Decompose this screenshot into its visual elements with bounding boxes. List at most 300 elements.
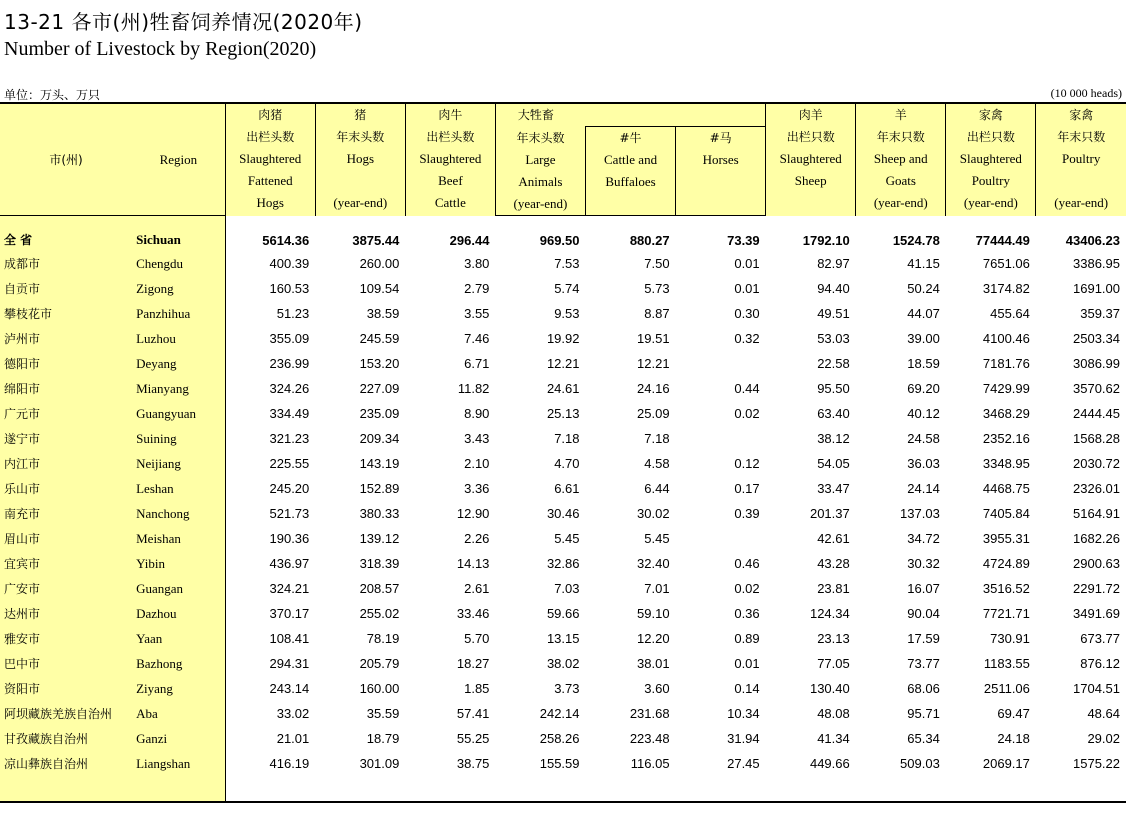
cell-slaughtered-sheep: 23.81 — [817, 581, 850, 596]
cell-sheep-goats: 509.03 — [900, 756, 940, 771]
region-name-cn: 全 省 — [0, 216, 132, 252]
region-name-en: Suining — [132, 426, 225, 451]
table-row — [0, 676, 1126, 701]
cell-cattle-buffaloes: 231.68 — [629, 706, 670, 721]
cell-slaughtered-beef-cattle: 2.61 — [464, 581, 490, 596]
cell-horses: 0.46 — [734, 556, 760, 571]
region-name-cn: 内江市 — [0, 451, 132, 476]
cell-poultry-year-end: 876.12 — [1080, 656, 1120, 671]
table-row — [0, 551, 1126, 576]
cell-slaughtered-hogs: 33.02 — [276, 706, 310, 721]
table-row — [0, 576, 1126, 601]
cell-large-animals: 969.50 — [539, 233, 580, 248]
cell-slaughtered-beef-cattle: 3.43 — [464, 431, 490, 446]
cell-hogs-year-end: 18.79 — [366, 731, 400, 746]
cell-hogs-year-end: 153.20 — [359, 356, 400, 371]
region-name-cn: 泸州市 — [0, 326, 132, 351]
cell-cattle-buffaloes: 5.73 — [644, 281, 670, 296]
table-title-cn: 13-21 各市(州)牲畜饲养情况(2020年) — [4, 10, 363, 34]
cell-large-animals: 24.61 — [546, 381, 580, 396]
cell-large-animals: 258.26 — [539, 731, 580, 746]
cell-hogs-year-end: 260.00 — [359, 256, 400, 271]
cell-slaughtered-beef-cattle: 33.46 — [456, 606, 490, 621]
cell-slaughtered-beef-cattle: 2.79 — [464, 281, 490, 296]
cell-slaughtered-hogs: 521.73 — [269, 506, 310, 521]
cell-slaughtered-hogs: 5614.36 — [262, 233, 310, 248]
table-footer-spacer — [0, 776, 1126, 802]
cell-slaughtered-hogs: 160.53 — [269, 281, 310, 296]
cell-slaughtered-beef-cattle: 296.44 — [449, 233, 490, 248]
header-large-animals-year-end: 年末头数 Large Animals (year-end) — [495, 127, 585, 216]
cell-slaughtered-hogs: 245.20 — [269, 481, 310, 496]
cell-cattle-buffaloes: 12.20 — [637, 631, 670, 646]
cell-cattle-buffaloes: 7.50 — [644, 256, 670, 271]
cell-slaughtered-sheep: 48.08 — [817, 706, 850, 721]
region-name-cn: 绵阳市 — [0, 376, 132, 401]
cell-hogs-year-end: 235.09 — [359, 406, 400, 421]
cell-poultry-year-end: 48.64 — [1087, 706, 1120, 721]
livestock-table — [0, 102, 1126, 803]
cell-large-animals: 7.18 — [554, 431, 580, 446]
cell-cattle-buffaloes: 38.01 — [637, 656, 670, 671]
cell-slaughtered-hogs: 370.17 — [269, 606, 310, 621]
cell-hogs-year-end: 78.19 — [366, 631, 400, 646]
cell-poultry-year-end: 1691.00 — [1073, 281, 1120, 296]
cell-slaughtered-beef-cattle: 3.36 — [464, 481, 490, 496]
cell-slaughtered-beef-cattle: 1.85 — [464, 681, 490, 696]
cell-poultry-year-end: 43406.23 — [1065, 233, 1120, 248]
cell-hogs-year-end: 227.09 — [359, 381, 400, 396]
region-name-cn: 自贡市 — [0, 276, 132, 301]
cell-hogs-year-end: 208.57 — [359, 581, 400, 596]
cell-cattle-buffaloes: 5.45 — [644, 531, 670, 546]
cell-horses: 0.89 — [734, 631, 760, 646]
table-row — [0, 251, 1126, 276]
region-name-cn: 凉山彝族自治州 — [0, 751, 132, 776]
header-slaughtered-sheep: 肉羊 出栏只数 Slaughtered Sheep — [766, 103, 856, 216]
cell-poultry-year-end: 359.37 — [1080, 306, 1120, 321]
cell-slaughtered-poultry: 455.64 — [990, 306, 1030, 321]
cell-slaughtered-poultry: 3348.95 — [982, 456, 1030, 471]
cell-horses: 0.12 — [734, 456, 760, 471]
cell-large-animals: 13.15 — [546, 631, 580, 646]
table-row — [0, 726, 1126, 751]
cell-large-animals: 30.46 — [546, 506, 580, 521]
cell-cattle-buffaloes: 25.09 — [637, 406, 670, 421]
region-name-en: Sichuan — [132, 216, 225, 252]
cell-cattle-buffaloes: 24.16 — [637, 381, 670, 396]
region-name-cn: 甘孜藏族自治州 — [0, 726, 132, 751]
cell-slaughtered-poultry: 69.47 — [997, 706, 1030, 721]
cell-hogs-year-end: 318.39 — [359, 556, 400, 571]
table-row — [0, 426, 1126, 451]
table-row — [0, 626, 1126, 651]
cell-horses: 0.01 — [734, 256, 760, 271]
cell-large-animals: 25.13 — [546, 406, 580, 421]
table-row — [0, 276, 1126, 301]
cell-slaughtered-beef-cattle: 2.10 — [464, 456, 490, 471]
cell-hogs-year-end: 152.89 — [359, 481, 400, 496]
cell-large-animals: 4.70 — [554, 456, 580, 471]
cell-sheep-goats: 17.59 — [907, 631, 940, 646]
table-row — [0, 526, 1126, 551]
region-name-cn: 广元市 — [0, 401, 132, 426]
cell-sheep-goats: 50.24 — [907, 281, 940, 296]
region-name-en: Bazhong — [132, 651, 225, 676]
header-cattle-buffaloes: #牛 Cattle and Buffaloes — [586, 127, 676, 216]
cell-slaughtered-sheep: 201.37 — [809, 506, 850, 521]
cell-large-animals: 5.74 — [554, 281, 580, 296]
cell-poultry-year-end: 2503.34 — [1073, 331, 1120, 346]
cell-slaughtered-sheep: 130.40 — [809, 681, 850, 696]
header-horses: #马 Horses — [676, 127, 766, 216]
region-name-cn: 眉山市 — [0, 526, 132, 551]
cell-slaughtered-beef-cattle: 11.82 — [457, 381, 490, 396]
cell-slaughtered-poultry: 730.91 — [990, 631, 1030, 646]
cell-slaughtered-beef-cattle: 3.55 — [464, 306, 490, 321]
cell-slaughtered-sheep: 77.05 — [817, 656, 850, 671]
cell-slaughtered-beef-cattle: 5.70 — [464, 631, 490, 646]
cell-large-animals: 32.86 — [546, 556, 580, 571]
cell-slaughtered-beef-cattle: 3.80 — [464, 256, 490, 271]
cell-cattle-buffaloes: 4.58 — [644, 456, 670, 471]
region-name-cn: 广安市 — [0, 576, 132, 601]
cell-cattle-buffaloes: 6.44 — [644, 481, 670, 496]
table-row — [0, 301, 1126, 326]
cell-sheep-goats: 36.03 — [907, 456, 940, 471]
cell-sheep-goats: 18.59 — [907, 356, 940, 371]
cell-horses: 0.39 — [734, 506, 760, 521]
region-name-cn: 资阳市 — [0, 676, 132, 701]
region-name-en: Yibin — [132, 551, 225, 576]
region-name-en: Yaan — [132, 626, 225, 651]
region-name-en: Leshan — [132, 476, 225, 501]
region-name-en: Mianyang — [132, 376, 225, 401]
cell-poultry-year-end: 29.02 — [1087, 731, 1120, 746]
region-name-cn: 宜宾市 — [0, 551, 132, 576]
header-region-en: Region — [132, 103, 225, 216]
cell-cattle-buffaloes: 19.51 — [637, 331, 670, 346]
cell-hogs-year-end: 143.19 — [359, 456, 400, 471]
cell-slaughtered-poultry: 2511.06 — [983, 681, 1030, 696]
cell-large-animals: 12.21 — [546, 356, 580, 371]
cell-sheep-goats: 16.07 — [907, 581, 940, 596]
cell-cattle-buffaloes: 32.40 — [637, 556, 670, 571]
header-slaughtered-beef-cattle: 肉牛 出栏头数 Slaughtered Beef Cattle — [405, 103, 495, 216]
cell-slaughtered-hogs: 108.41 — [269, 631, 310, 646]
cell-slaughtered-sheep: 1792.10 — [802, 233, 850, 248]
header-slaughtered-hogs: 肉猪 出栏头数 Slaughtered Fattened Hogs — [225, 103, 315, 216]
region-name-cn: 阿坝藏族羌族自治州 — [0, 701, 132, 726]
cell-slaughtered-sheep: 53.03 — [817, 331, 850, 346]
region-name-cn: 雅安市 — [0, 626, 132, 651]
cell-slaughtered-poultry: 4100.46 — [982, 331, 1030, 346]
cell-horses: 0.02 — [734, 581, 760, 596]
cell-poultry-year-end: 3386.95 — [1073, 256, 1120, 271]
region-name-en: Meishan — [132, 526, 225, 551]
cell-cattle-buffaloes: 880.27 — [629, 233, 670, 248]
cell-slaughtered-poultry: 7405.84 — [982, 506, 1030, 521]
cell-poultry-year-end: 1568.28 — [1073, 431, 1120, 446]
cell-cattle-buffaloes: 30.02 — [637, 506, 670, 521]
cell-slaughtered-beef-cattle: 7.46 — [464, 331, 490, 346]
cell-slaughtered-poultry: 7181.76 — [982, 356, 1030, 371]
cell-slaughtered-beef-cattle: 38.75 — [456, 756, 490, 771]
region-name-en: Ziyang — [132, 676, 225, 701]
table-row — [0, 351, 1126, 376]
cell-horses: 31.94 — [727, 731, 760, 746]
cell-poultry-year-end: 2030.72 — [1073, 456, 1120, 471]
cell-sheep-goats: 1524.78 — [892, 233, 940, 248]
cell-cattle-buffaloes: 3.60 — [644, 681, 670, 696]
header-slaughtered-poultry: 家禽 出栏只数 Slaughtered Poultry (year-end) — [946, 103, 1036, 216]
cell-sheep-goats: 69.20 — [907, 381, 940, 396]
cell-slaughtered-sheep: 43.28 — [817, 556, 850, 571]
cell-slaughtered-hogs: 436.97 — [269, 556, 310, 571]
region-name-en: Guangan — [132, 576, 225, 601]
region-name-en: Zigong — [132, 276, 225, 301]
cell-large-animals: 19.92 — [546, 331, 580, 346]
cell-sheep-goats: 44.07 — [907, 306, 940, 321]
cell-poultry-year-end: 5164.91 — [1073, 506, 1120, 521]
cell-slaughtered-poultry: 7429.99 — [982, 381, 1030, 396]
cell-slaughtered-poultry: 7721.71 — [982, 606, 1030, 621]
cell-slaughtered-sheep: 42.61 — [817, 531, 850, 546]
cell-slaughtered-beef-cattle: 14.13 — [456, 556, 490, 571]
cell-slaughtered-hogs: 190.36 — [269, 531, 310, 546]
cell-sheep-goats: 34.72 — [907, 531, 940, 546]
unit-label-cn: 单位：万头、万只 — [4, 88, 101, 102]
cell-hogs-year-end: 301.09 — [359, 756, 400, 771]
cell-slaughtered-poultry: 3468.29 — [982, 406, 1030, 421]
cell-slaughtered-hogs: 416.19 — [269, 756, 310, 771]
cell-slaughtered-sheep: 94.40 — [817, 281, 850, 296]
cell-hogs-year-end: 209.34 — [359, 431, 400, 446]
cell-slaughtered-poultry: 4468.75 — [982, 481, 1030, 496]
cell-horses: 27.45 — [727, 756, 760, 771]
cell-slaughtered-sheep: 38.12 — [817, 431, 850, 446]
cell-poultry-year-end: 1682.26 — [1073, 531, 1120, 546]
region-name-cn: 成都市 — [0, 251, 132, 276]
cell-hogs-year-end: 3875.44 — [352, 233, 400, 248]
unit-label-en: (10 000 heads) — [1050, 86, 1122, 100]
region-name-cn: 乐山市 — [0, 476, 132, 501]
cell-slaughtered-sheep: 449.66 — [809, 756, 850, 771]
table-row — [0, 701, 1126, 726]
cell-slaughtered-poultry: 24.18 — [997, 731, 1030, 746]
cell-slaughtered-beef-cattle: 6.71 — [464, 356, 490, 371]
table-row — [0, 326, 1126, 351]
region-name-en: Liangshan — [132, 751, 225, 776]
cell-poultry-year-end: 3086.99 — [1073, 356, 1120, 371]
cell-slaughtered-hogs: 225.55 — [269, 456, 310, 471]
table-row — [0, 651, 1126, 676]
cell-slaughtered-sheep: 49.51 — [817, 306, 850, 321]
table-row — [0, 751, 1126, 776]
cell-sheep-goats: 95.71 — [907, 706, 940, 721]
region-name-cn: 遂宁市 — [0, 426, 132, 451]
cell-slaughtered-poultry: 7651.06 — [982, 256, 1030, 271]
cell-slaughtered-poultry: 1183.55 — [983, 656, 1030, 671]
cell-hogs-year-end: 139.12 — [359, 531, 400, 546]
table-row — [0, 601, 1126, 626]
header-sheep-goats-year-end: 羊 年末只数 Sheep and Goats (year-end) — [856, 103, 946, 216]
cell-horses — [676, 526, 766, 551]
cell-large-animals: 155.59 — [539, 756, 580, 771]
cell-sheep-goats: 39.00 — [907, 331, 940, 346]
cell-cattle-buffaloes: 223.48 — [629, 731, 670, 746]
cell-poultry-year-end: 3491.69 — [1073, 606, 1120, 621]
cell-cattle-buffaloes: 12.21 — [637, 356, 670, 371]
cell-sheep-goats: 41.15 — [907, 256, 940, 271]
cell-slaughtered-hogs: 334.49 — [269, 406, 310, 421]
cell-hogs-year-end: 205.79 — [359, 656, 400, 671]
header-large-animals-group: 大牲畜 — [495, 103, 765, 127]
cell-cattle-buffaloes: 7.18 — [644, 431, 670, 446]
region-name-en: Ganzi — [132, 726, 225, 751]
cell-slaughtered-sheep: 41.34 — [817, 731, 850, 746]
cell-horses: 0.36 — [734, 606, 760, 621]
cell-slaughtered-hogs: 51.23 — [276, 306, 310, 321]
cell-slaughtered-poultry: 3516.52 — [982, 581, 1030, 596]
cell-slaughtered-poultry: 2352.16 — [982, 431, 1030, 446]
cell-large-animals: 5.45 — [554, 531, 580, 546]
cell-horses: 73.39 — [727, 233, 760, 248]
cell-slaughtered-hogs: 324.21 — [269, 581, 310, 596]
cell-hogs-year-end: 109.54 — [359, 281, 400, 296]
cell-cattle-buffaloes: 8.87 — [644, 306, 670, 321]
table-title-en: Number of Livestock by Region(2020) — [4, 38, 317, 60]
cell-cattle-buffaloes: 7.01 — [644, 581, 670, 596]
cell-slaughtered-beef-cattle: 57.41 — [456, 706, 490, 721]
cell-poultry-year-end: 1575.22 — [1073, 756, 1120, 771]
cell-poultry-year-end: 673.77 — [1080, 631, 1120, 646]
cell-slaughtered-hogs: 400.39 — [269, 256, 310, 271]
cell-large-animals: 38.02 — [546, 656, 580, 671]
cell-slaughtered-sheep: 33.47 — [817, 481, 850, 496]
cell-large-animals: 6.61 — [554, 481, 580, 496]
cell-sheep-goats: 90.04 — [907, 606, 940, 621]
cell-slaughtered-hogs: 243.14 — [269, 681, 310, 696]
cell-sheep-goats: 73.77 — [907, 656, 940, 671]
cell-large-animals: 7.03 — [554, 581, 580, 596]
cell-slaughtered-beef-cattle: 8.90 — [464, 406, 490, 421]
cell-large-animals: 242.14 — [539, 706, 580, 721]
cell-cattle-buffaloes: 59.10 — [637, 606, 670, 621]
cell-horses: 0.17 — [734, 481, 760, 496]
cell-slaughtered-sheep: 95.50 — [817, 381, 850, 396]
cell-slaughtered-sheep: 23.13 — [817, 631, 850, 646]
cell-slaughtered-sheep: 82.97 — [817, 256, 850, 271]
cell-horses: 10.34 — [727, 706, 760, 721]
cell-slaughtered-poultry: 3955.31 — [982, 531, 1030, 546]
cell-slaughtered-poultry: 4724.89 — [982, 556, 1030, 571]
cell-slaughtered-hogs: 324.26 — [269, 381, 310, 396]
cell-large-animals: 9.53 — [554, 306, 580, 321]
region-name-en: Nanchong — [132, 501, 225, 526]
region-name-en: Guangyuan — [132, 401, 225, 426]
cell-horses: 0.01 — [734, 281, 760, 296]
cell-slaughtered-beef-cattle: 18.27 — [456, 656, 490, 671]
cell-horses: 0.14 — [734, 681, 760, 696]
cell-horses: 0.30 — [734, 306, 760, 321]
region-name-en: Panzhihua — [132, 301, 225, 326]
cell-slaughtered-hogs: 355.09 — [269, 331, 310, 346]
cell-sheep-goats: 24.14 — [907, 481, 940, 496]
cell-poultry-year-end: 2900.63 — [1073, 556, 1120, 571]
table-row — [0, 376, 1126, 401]
cell-sheep-goats: 65.34 — [907, 731, 940, 746]
cell-large-animals: 3.73 — [554, 681, 580, 696]
cell-horses: 0.01 — [734, 656, 760, 671]
cell-slaughtered-beef-cattle: 55.25 — [456, 731, 490, 746]
cell-large-animals: 59.66 — [546, 606, 580, 621]
cell-horses: 0.44 — [734, 381, 760, 396]
cell-hogs-year-end: 160.00 — [359, 681, 400, 696]
region-name-cn: 达州市 — [0, 601, 132, 626]
cell-slaughtered-hogs: 321.23 — [269, 431, 310, 446]
region-name-en: Neijiang — [132, 451, 225, 476]
cell-hogs-year-end: 35.59 — [366, 706, 400, 721]
table-row-total — [0, 216, 1126, 252]
cell-poultry-year-end: 2291.72 — [1073, 581, 1120, 596]
cell-slaughtered-hogs: 236.99 — [269, 356, 310, 371]
region-name-cn: 德阳市 — [0, 351, 132, 376]
header-hogs-year-end: 猪 年末头数 Hogs (year-end) — [315, 103, 405, 216]
region-name-cn: 南充市 — [0, 501, 132, 526]
table-body — [0, 216, 1126, 803]
table-row — [0, 451, 1126, 476]
cell-slaughtered-sheep: 54.05 — [817, 456, 850, 471]
cell-slaughtered-sheep: 63.40 — [817, 406, 850, 421]
region-name-en: Chengdu — [132, 251, 225, 276]
region-name-en: Deyang — [132, 351, 225, 376]
cell-slaughtered-poultry: 2069.17 — [982, 756, 1030, 771]
cell-poultry-year-end: 2444.45 — [1073, 406, 1120, 421]
region-name-cn: 巴中市 — [0, 651, 132, 676]
cell-slaughtered-hogs: 21.01 — [276, 731, 310, 746]
cell-poultry-year-end: 1704.51 — [1073, 681, 1120, 696]
cell-horses — [676, 426, 766, 451]
cell-hogs-year-end: 38.59 — [366, 306, 400, 321]
cell-hogs-year-end: 380.33 — [359, 506, 400, 521]
table-row — [0, 401, 1126, 426]
region-name-en: Luzhou — [132, 326, 225, 351]
cell-slaughtered-beef-cattle: 2.26 — [464, 531, 490, 546]
cell-slaughtered-poultry: 77444.49 — [975, 233, 1030, 248]
cell-sheep-goats: 24.58 — [907, 431, 940, 446]
region-name-en: Aba — [132, 701, 225, 726]
header-poultry-year-end: 家禽 年末只数 Poultry (year-end) — [1036, 103, 1126, 216]
region-name-en: Dazhou — [132, 601, 225, 626]
cell-slaughtered-poultry: 3174.82 — [982, 281, 1030, 296]
table-header — [0, 103, 1126, 216]
cell-sheep-goats: 30.32 — [907, 556, 940, 571]
cell-sheep-goats: 137.03 — [900, 506, 940, 521]
cell-poultry-year-end: 2326.01 — [1073, 481, 1120, 496]
table-row — [0, 476, 1126, 501]
cell-horses: 0.32 — [734, 331, 760, 346]
cell-hogs-year-end: 255.02 — [359, 606, 400, 621]
cell-slaughtered-beef-cattle: 12.90 — [456, 506, 490, 521]
cell-horses: 0.02 — [734, 406, 760, 421]
cell-slaughtered-sheep: 22.58 — [817, 356, 850, 371]
cell-slaughtered-hogs: 294.31 — [269, 656, 310, 671]
cell-horses — [676, 351, 766, 376]
region-name-cn: 攀枝花市 — [0, 301, 132, 326]
cell-poultry-year-end: 3570.62 — [1073, 381, 1120, 396]
cell-sheep-goats: 40.12 — [907, 406, 940, 421]
